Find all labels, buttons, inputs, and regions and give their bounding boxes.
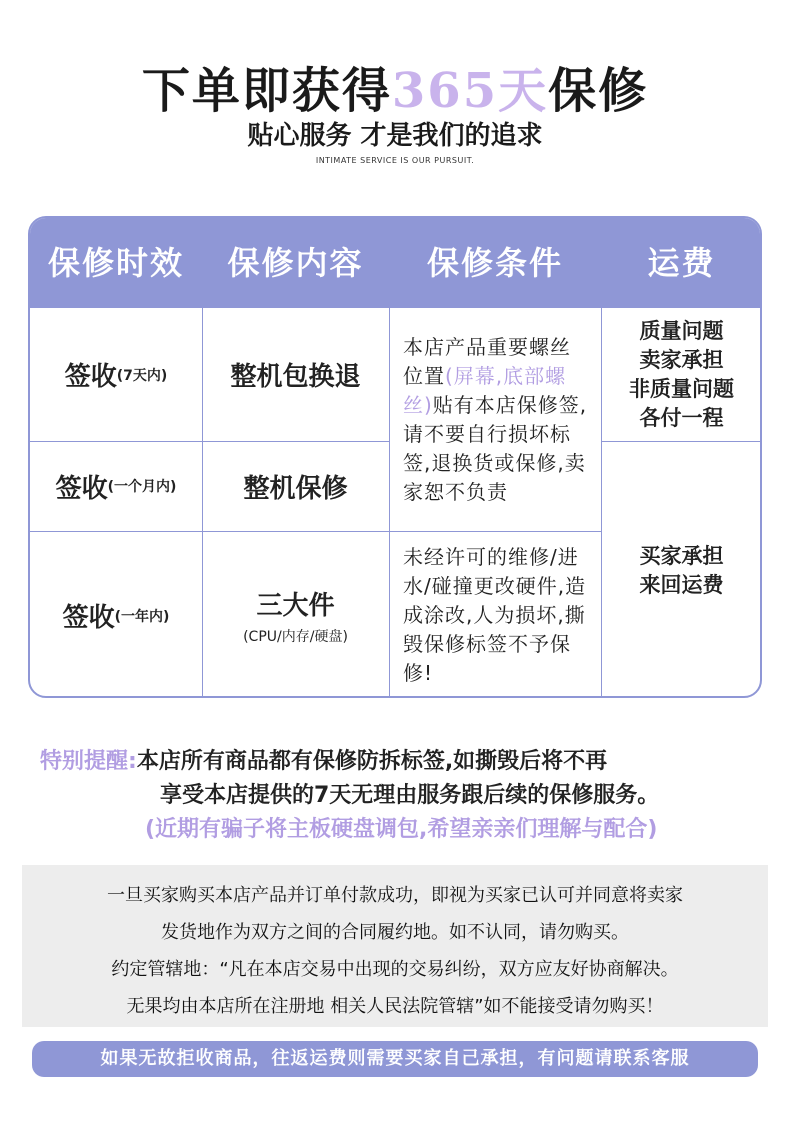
- notice-line: 约定管辖地：“凡在本店交易中出现的交易纠纷，双方应友好协商解决。: [111, 959, 679, 980]
- table-cell-content: [202, 531, 389, 698]
- reminder-label: 特别提醒:: [40, 749, 137, 774]
- period-note: (7天内): [116, 367, 168, 384]
- period-label: 签收: [64, 362, 117, 392]
- period-label: 签收: [62, 603, 115, 633]
- subtitle: 贴心服务 才是我们的追求: [247, 121, 543, 151]
- fee-buyer-line: 来回运费: [639, 572, 724, 597]
- notice-line: 发货地作为双方之间的合同履约地。如不认同，请勿购买。: [161, 922, 629, 943]
- content-label: 三大件: [256, 591, 335, 621]
- notice-line: 无果均由本店所在注册地 相关人民法院管辖”如不能接受请勿购买！: [126, 996, 664, 1017]
- column-header-period: 保修时效: [47, 244, 184, 282]
- content-label: 整机包换退: [230, 362, 361, 392]
- fee-buyer-line: 买家承担: [639, 543, 724, 568]
- reminder-line: 本店所有商品都有保修防拆标签,如撕毁后将不再: [136, 749, 608, 774]
- reminder-line: 享受本店提供的7天无理由服务跟后续的保修服务。: [160, 783, 660, 808]
- content-label: 整机保修: [243, 473, 348, 504]
- table-cell-period: [30, 531, 202, 698]
- condition-highlight: (屏幕,底部螺丝): [403, 363, 567, 417]
- condition-text-part: 贴有本店保修签,请不要自行损坏标签,退换货或保修,卖家恕不负责: [403, 392, 588, 504]
- title-accent: 365天: [391, 63, 549, 119]
- fee-non-quality-value: 各付一程: [639, 405, 724, 430]
- table-cell-period: [30, 308, 202, 441]
- title-suffix: 保修: [548, 63, 649, 119]
- column-header-content: 保修内容: [227, 244, 364, 282]
- content-note: (CPU/内存/硬盘): [243, 629, 348, 645]
- table-cell-content: [202, 441, 389, 531]
- period-note: (一个月内): [107, 479, 177, 495]
- table-cell-fee: [601, 441, 762, 698]
- table-cell-condition: [389, 531, 601, 698]
- footer-banner: 如果无故拒收商品，往返运费则需要买家自己承担，有问题请联系客服: [32, 1041, 758, 1077]
- table-cell-period: [30, 441, 202, 531]
- special-reminder: [40, 745, 760, 847]
- subtitle-english: INTIMATE SERVICE IS OUR PURSUIT.: [315, 156, 475, 165]
- notice-line: 一旦买家购买本店产品并订单付款成功，即视为买家已认可并同意将卖家: [107, 885, 683, 906]
- reminder-warning: (近期有骗子将主板硬盘调包,希望亲亲们理解与配合): [145, 817, 658, 842]
- fee-non-quality-label: 非质量问题: [629, 376, 734, 401]
- table-cell-content: [202, 308, 389, 441]
- period-note: (一年内): [114, 608, 170, 625]
- legal-notice: [22, 865, 768, 1027]
- warranty-table: [28, 216, 762, 698]
- table-header: [30, 218, 760, 308]
- fee-quality-value: 卖家承担: [639, 347, 724, 372]
- period-label: 签收: [55, 473, 108, 504]
- title-prefix: 下单即获得: [141, 63, 392, 119]
- table-cell-fee: [601, 308, 762, 441]
- condition-text: 未经许可的维修/进水/碰撞更改硬件,造成涂改,人为损坏,撕毁保修标签不予保修!: [403, 545, 587, 685]
- condition-text-part: 本店产品重要螺丝位置: [403, 334, 571, 388]
- fee-quality-label: 质量问题: [639, 318, 724, 343]
- condition-text: [403, 333, 591, 507]
- page-title: [0, 52, 790, 121]
- column-header-condition: 保修条件: [426, 244, 563, 282]
- table-cell-condition: [389, 308, 601, 531]
- column-header-fee: 运费: [647, 244, 716, 282]
